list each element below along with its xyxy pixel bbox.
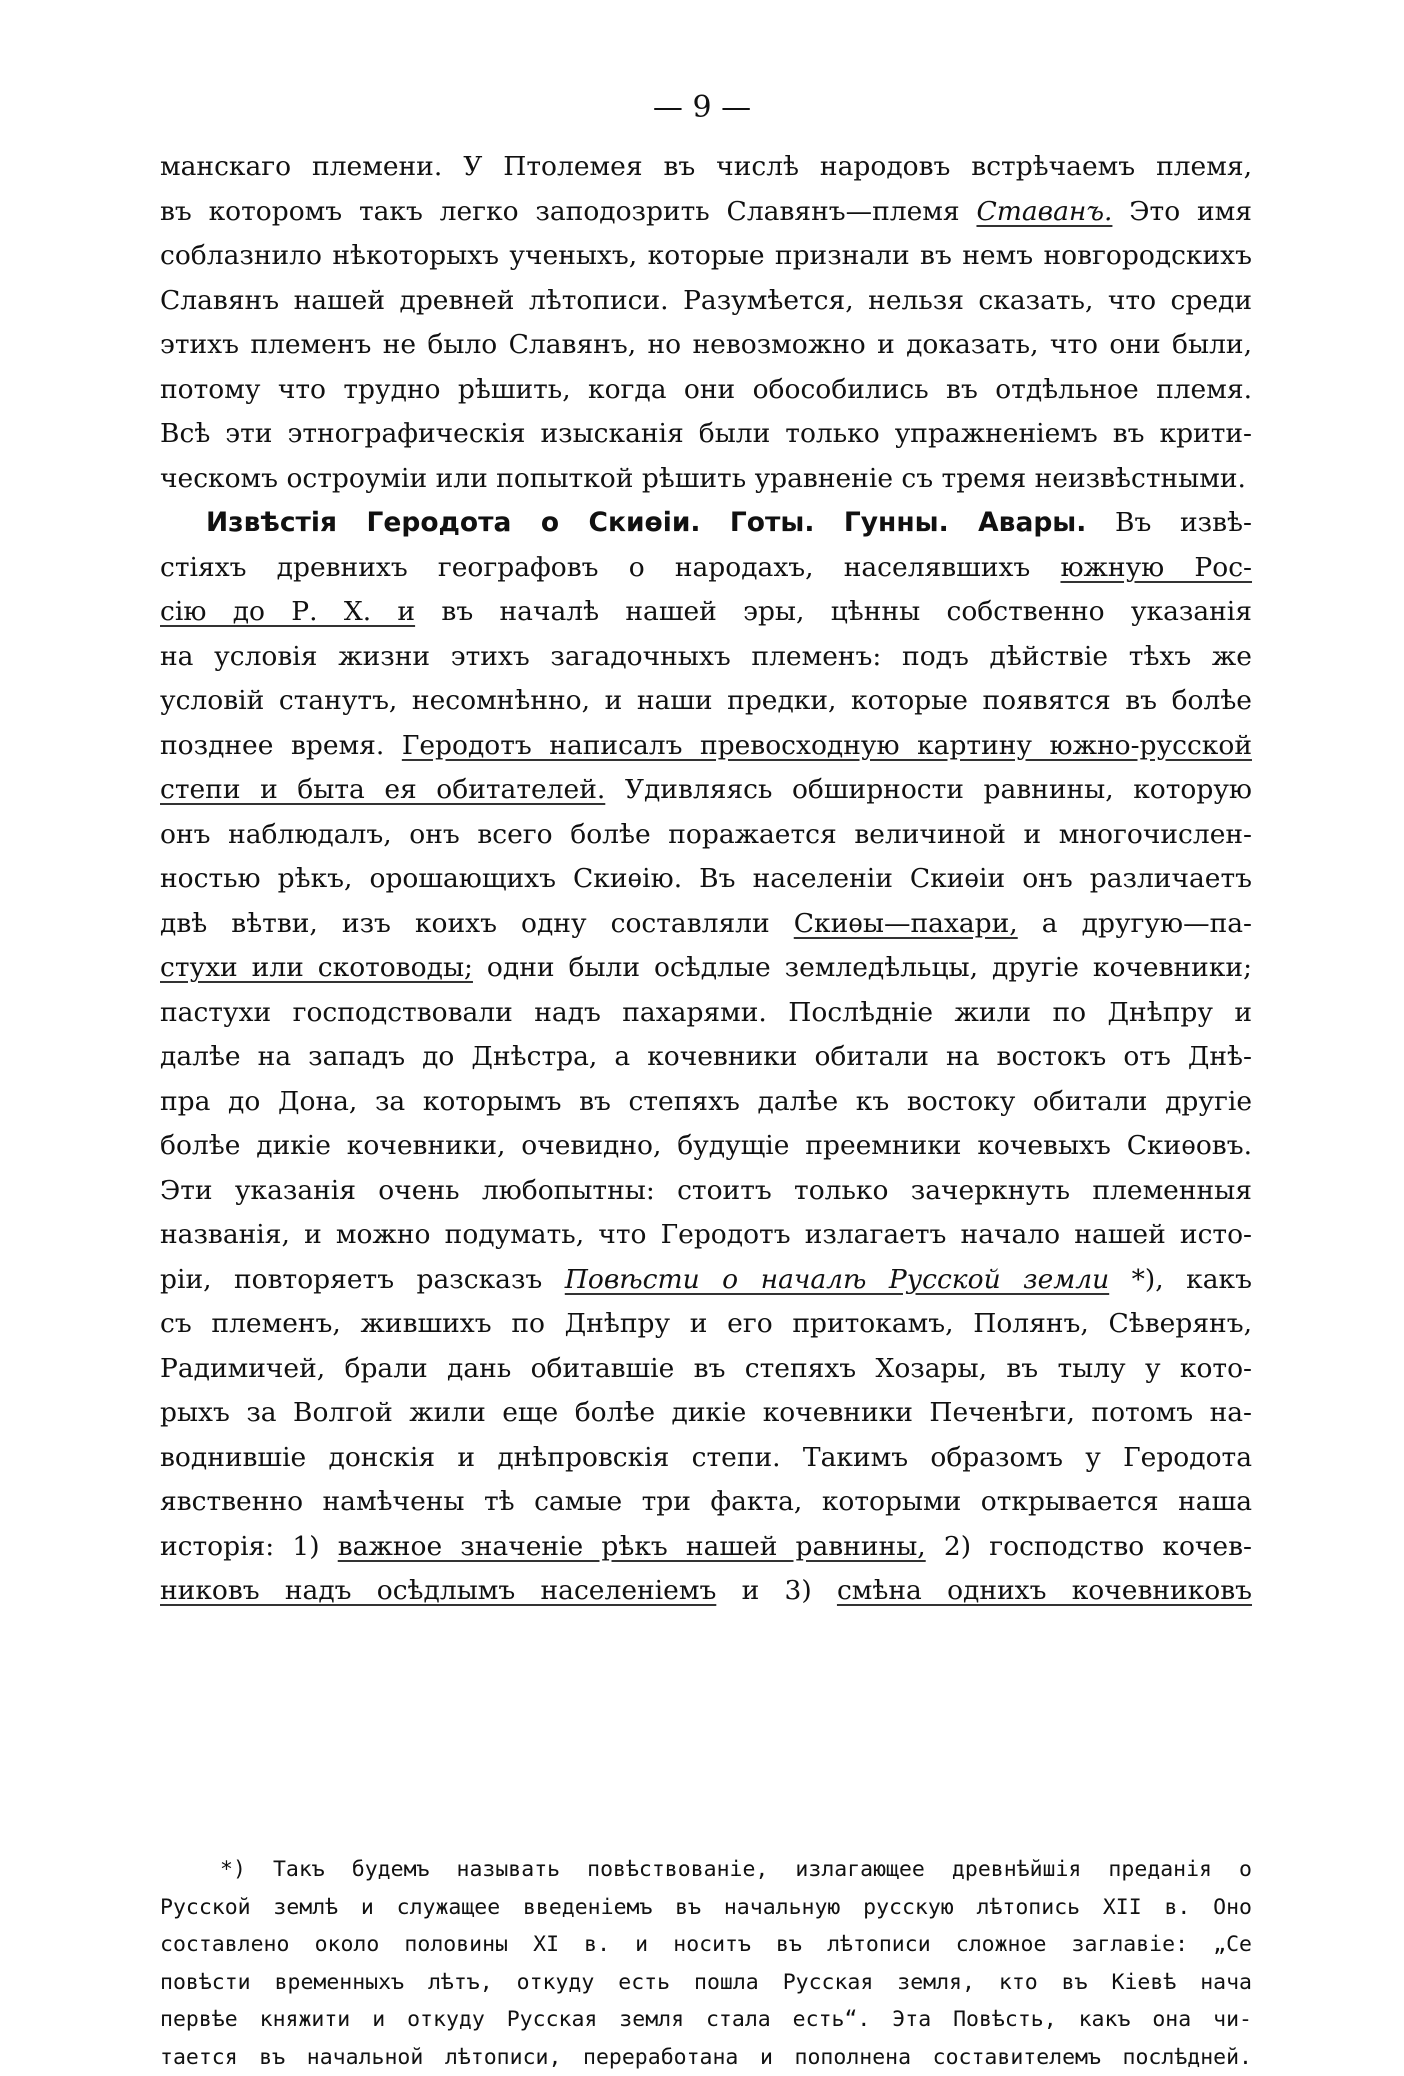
underlined-span: стухи или скотоводы; (160, 952, 473, 983)
text-line: Эти указанія очень любопытны: стоитъ только зачеркнуть племенныя (160, 1169, 1252, 1214)
text-line (160, 1258, 1252, 1303)
text-line: явственно намѣчены тѣ самые три факта, которыми открывается наша (160, 1480, 1252, 1525)
text-line: пра до Дона, за которымъ въ степяхъ далѣе къ востоку обитали другіе (160, 1080, 1252, 1125)
text-line (160, 902, 1252, 947)
underlined-span: сію до Р. Х. и (160, 596, 415, 627)
text-line: болѣе дикіе кочевники, очевидно, будущіе преемники кочевыхъ Скиѳовъ. (160, 1124, 1252, 1169)
text-line: Всѣ эти этнографическія изысканія были только упражненіемъ въ крити- (160, 412, 1252, 457)
text-line: ческомъ остроуміи или попыткой рѣшить уравненіе съ тремя неизвѣстными. (160, 457, 1252, 502)
underlined-span: южную Рос- (1060, 552, 1252, 583)
text-line: этихъ племенъ не было Славянъ, но невозможно и доказать, что они были, (160, 323, 1252, 368)
text-span: и 3) (716, 1575, 837, 1606)
text-line (160, 590, 1252, 635)
text-span: Удивляясь обширности равнины, которую (605, 774, 1252, 805)
underlined-span: никовъ надъ осѣдлымъ населеніемъ (160, 1575, 716, 1606)
text-line (160, 501, 1252, 546)
text-line: далѣе на западъ до Днѣстра, а кочевники обитали на востокъ отъ Днѣ- (160, 1035, 1252, 1080)
footnote-line: *) Такъ будемъ называть повѣствованіе, излагающее древнѣйшія преданія о (160, 1851, 1252, 1889)
text-line (160, 1525, 1252, 1570)
italic-title: Повѣсти о началѣ Русской земли (565, 1264, 1109, 1295)
text-span: 2) господство кочев- (926, 1531, 1252, 1562)
footnote-line: тается въ начальной лѣтописи, переработана и пополнена составителемъ послѣдней. (160, 2039, 1252, 2076)
italic-term: Ставанъ. (976, 196, 1112, 227)
text-line: онъ наблюдалъ, онъ всего болѣе поражается величиной и многочислен- (160, 813, 1252, 858)
text-span: а другую—па- (1018, 908, 1252, 939)
text-span: *), какъ (1109, 1264, 1252, 1295)
text-line: ностью рѣкъ, орошающихъ Скиѳію. Въ населеніи Скиѳіи онъ различаетъ (160, 857, 1252, 902)
text-line (160, 724, 1252, 769)
text-line: манскаго племени. У Птолемея въ числѣ народовъ встрѣчаемъ племя, (160, 145, 1252, 190)
text-line (160, 190, 1252, 235)
text-span: позднее время. (160, 730, 402, 761)
underlined-span: Скиѳы—пахари, (794, 908, 1018, 939)
text-line (160, 768, 1252, 813)
text-line: рыхъ за Волгой жили еще болѣе дикіе кочевники Печенѣги, потомъ на- (160, 1391, 1252, 1436)
text-span: ріи, повторяетъ разсказъ (160, 1264, 565, 1295)
text-span: двѣ вѣтви, изъ коихъ одну составляли (160, 908, 794, 939)
text-line: условій станутъ, несомнѣнно, и наши предки, которые появятся въ болѣе (160, 679, 1252, 724)
underlined-span: Геродотъ написалъ превосходную картину южно-русской (402, 730, 1252, 761)
footnote (160, 1851, 1252, 2076)
underlined-span: смѣна однихъ кочевниковъ (837, 1575, 1252, 1606)
text-span: исторія: 1) (160, 1531, 338, 1562)
text-span: въ началѣ нашей эры, цѣнны собственно указанія (415, 596, 1252, 627)
text-line: Радимичей, брали дань обитавшіе въ степяхъ Хозары, въ тылу у кото- (160, 1347, 1252, 1392)
text-line (160, 546, 1252, 591)
footnote-line: Русской землѣ и служащее введеніемъ въ начальную русскую лѣтопись XII в. Оно (160, 1889, 1252, 1927)
underlined-span: степи и быта ея обитателей. (160, 774, 605, 805)
text-line: названія, и можно подумать, что Геродотъ излагаетъ начало нашей исто- (160, 1213, 1252, 1258)
body-text (160, 145, 1252, 1614)
text-span: одни были осѣдлые земледѣльцы, другіе кочевники; (473, 952, 1252, 983)
footnote-line: первѣе княжити и откуду Русская земля стала есть“. Эта Повѣсть, какъ она чи- (160, 2001, 1252, 2039)
page-number: — 9 — (0, 88, 1404, 128)
text-span: Это имя (1129, 196, 1252, 227)
text-line: пастухи господствовали надъ пахарями. Послѣдніе жили по Днѣпру и (160, 991, 1252, 1036)
text-line: воднившіе донскія и днѣпровскія степи. Такимъ образомъ у Геродота (160, 1436, 1252, 1481)
text-span: стіяхъ древнихъ географовъ о народахъ, населявшихъ (160, 552, 1060, 583)
footnote-line: повѣсти временныхъ лѣтъ, откуду есть пошла Русская земля, кто въ Кіевѣ нача (160, 1964, 1252, 2002)
underlined-span: важное значеніе рѣкъ нашей равнины, (338, 1531, 926, 1562)
text-line: съ племенъ, жившихъ по Днѣпру и его притокамъ, Полянъ, Сѣверянъ, (160, 1302, 1252, 1347)
text-line (160, 946, 1252, 991)
footnote-line: составлено около половины XI в. и носитъ въ лѣтописи сложное заглавіе: „Се (160, 1926, 1252, 1964)
text-span: Въ извѣ- (1115, 507, 1252, 538)
text-line: Славянъ нашей древней лѣтописи. Разумѣется, нельзя сказать, что среди (160, 279, 1252, 324)
text-line: на условія жизни этихъ загадочныхъ племенъ: подъ дѣйствіе тѣхъ же (160, 635, 1252, 680)
text-line (160, 1569, 1252, 1614)
text-line: потому что трудно рѣшить, когда они обособились въ отдѣльное племя. (160, 368, 1252, 413)
text-line: соблазнило нѣкоторыхъ ученыхъ, которые признали въ немъ новгородскихъ (160, 234, 1252, 279)
text-span: въ которомъ такъ легко заподозрить Славянъ—племя (160, 196, 960, 227)
section-heading: Извѣстія Геродота о Скиѳіи. Готы. Гунны. Авары. (206, 507, 1086, 538)
